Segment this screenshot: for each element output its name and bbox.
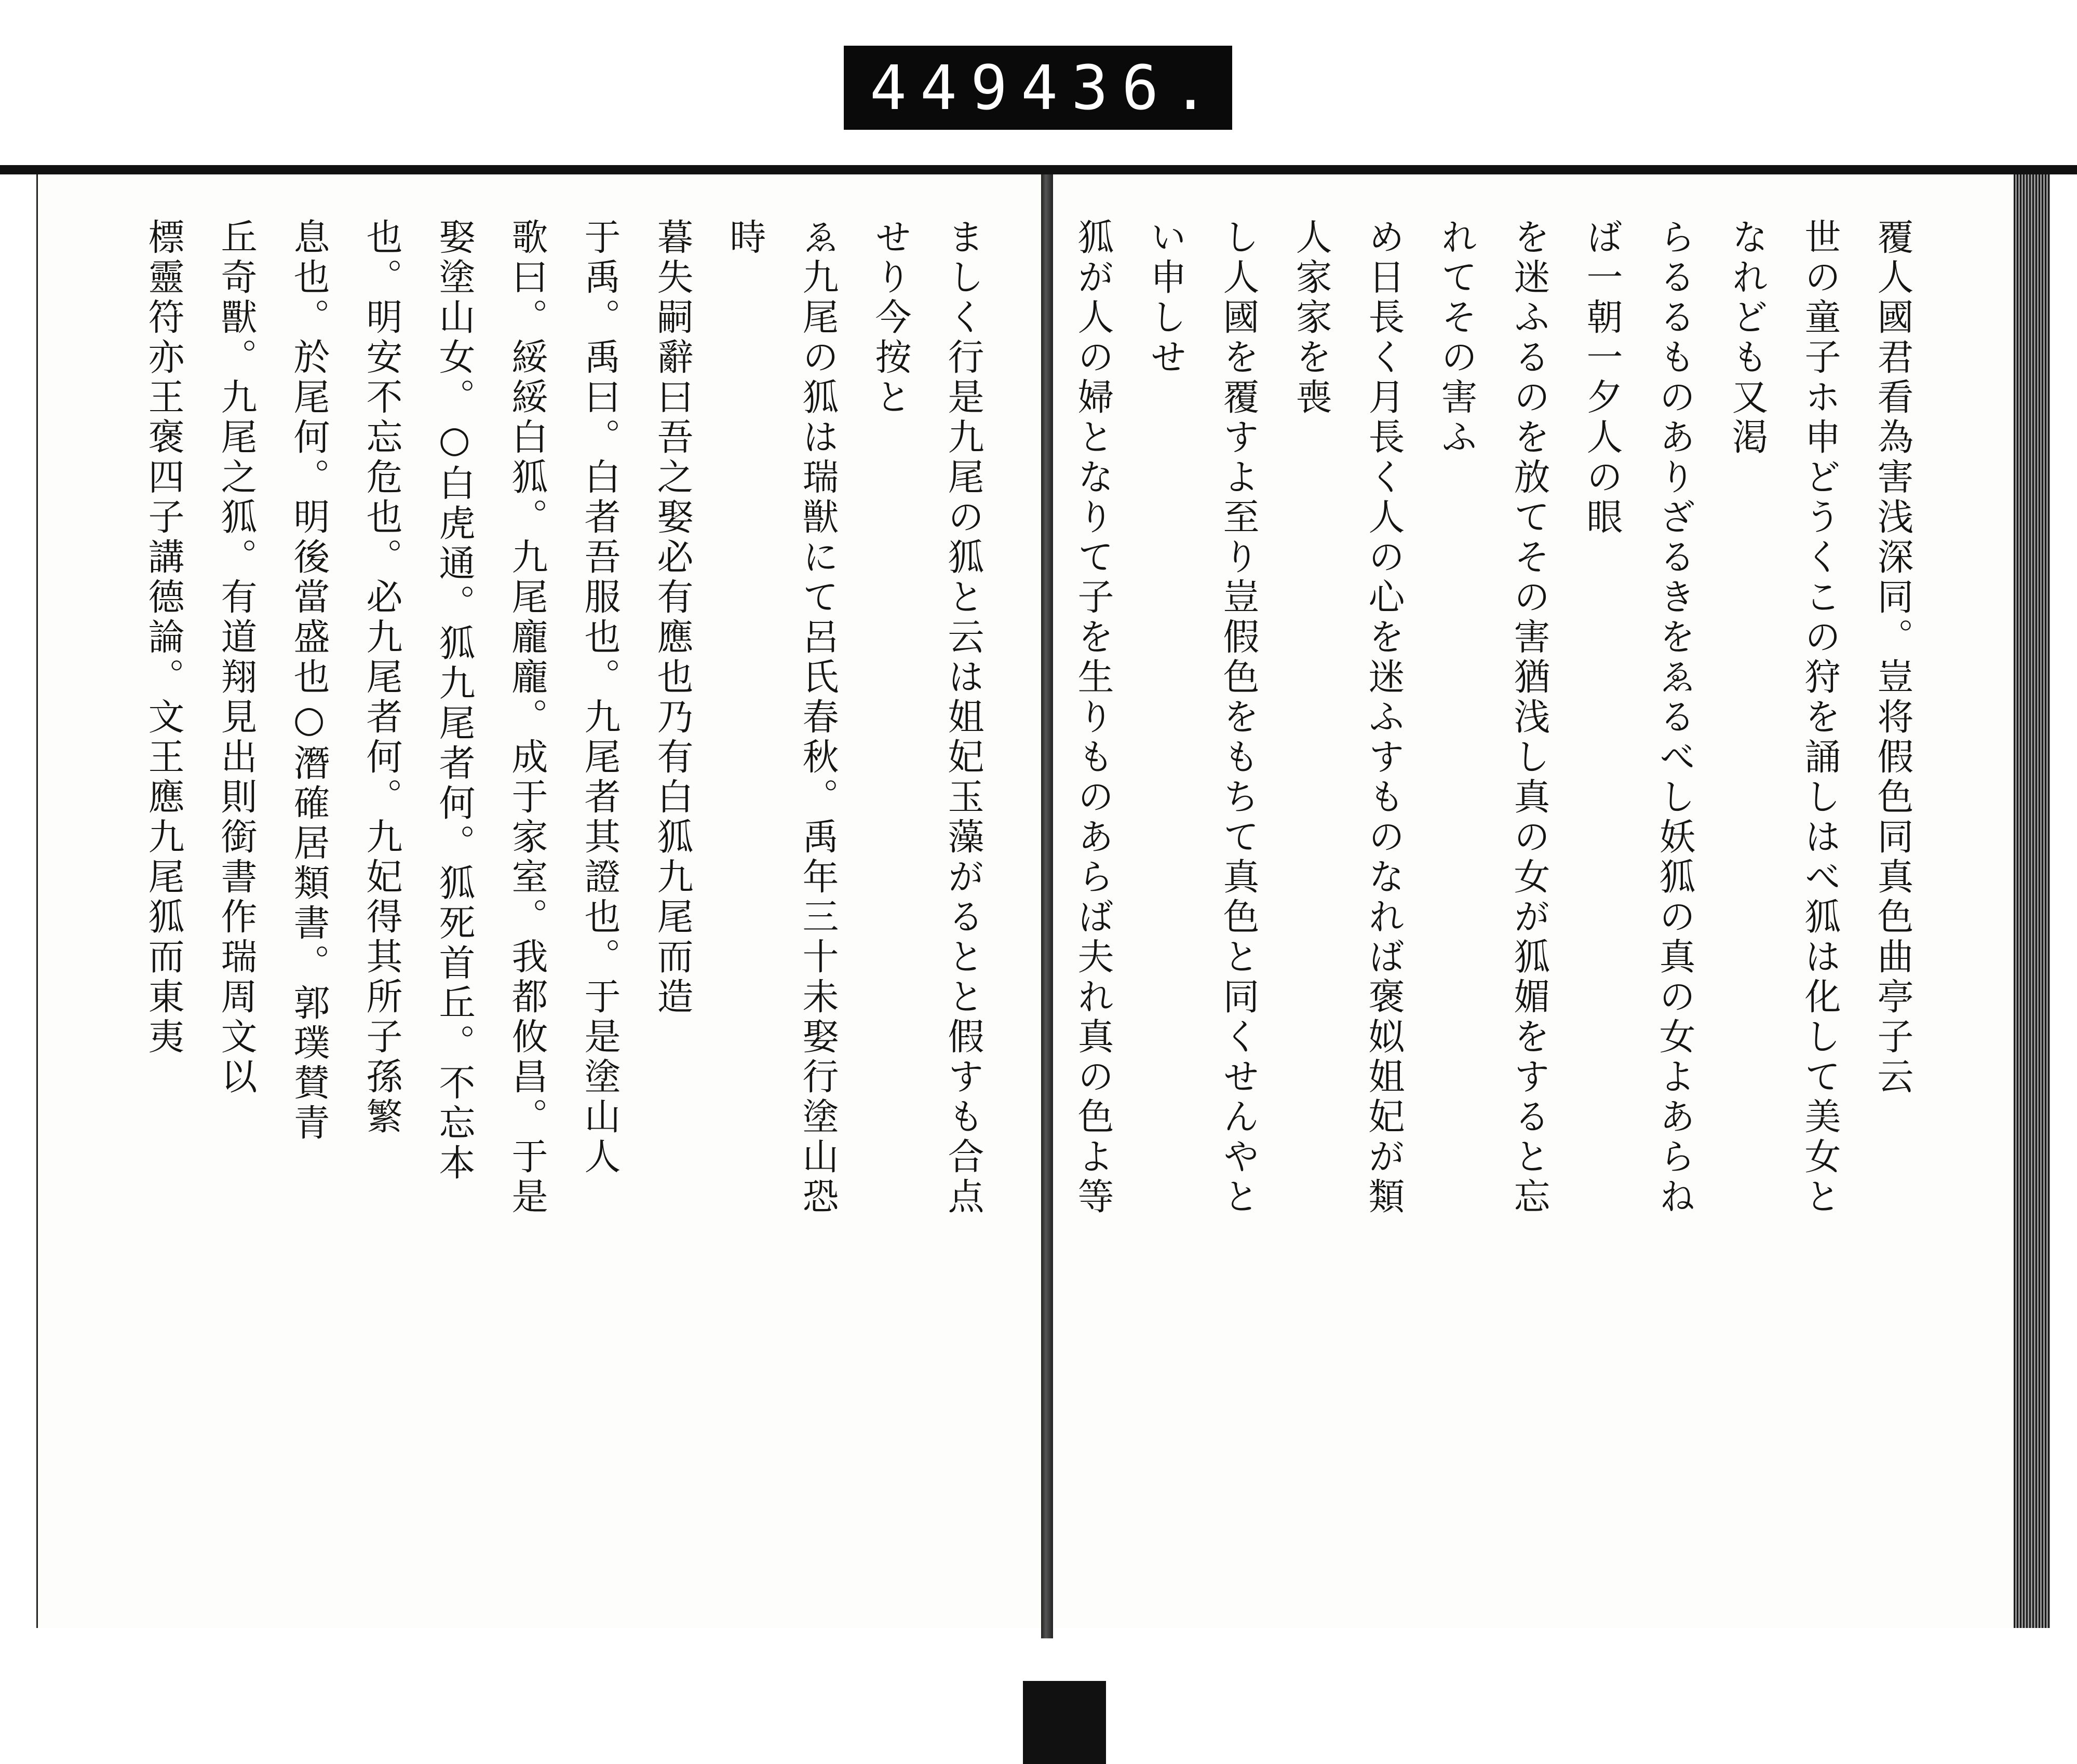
- text-column: 息也。於尾何。明後當盛也○潛確居類書。郭璞賛青: [288, 218, 330, 1144]
- text-column: 暮失嗣辭曰吾之娶必有應也乃有白狐九尾而造: [651, 218, 694, 1017]
- text-column: を迷ふるのを放てその害猶浅し真の女が狐媚をすると忘れてその害ふ: [1435, 218, 1550, 1217]
- text-column: 于禹。禹曰。白者吾服也。九尾者其證也。于是塗山人: [578, 218, 621, 1177]
- page-number-plate: [844, 46, 1232, 130]
- left-page-number: 449: [870, 52, 1021, 124]
- text-column: し人國を覆すよ至り豈假色をもちて真色と同くせんやとい申しせ: [1144, 218, 1260, 1217]
- text-column: 娶塗山女。○白虎通。狐九尾者何。狐死首丘。不忘本: [433, 218, 476, 1184]
- spine-tab: [1023, 1681, 1106, 1764]
- text-column: [117, 218, 127, 1256]
- text-column: 歌曰。綏綏白狐。九尾龐龐。成于家室。我都攸昌。于是: [506, 218, 548, 1217]
- text-column: らるるものありざるきをゑるべし妖狐の真の女よあらねば一朝一夕人の眼: [1581, 218, 1696, 1217]
- text-column: 覆人國君看為害浅深同。豈将假色同真色曲亭子云: [1871, 218, 1914, 1097]
- text-column: め日長く月長く人の心を迷ふすものなれば褒姒姐妃が類人家家を喪: [1290, 218, 1405, 1217]
- text-column: 狐が人の婦となりて子を生りものあらば夫れ真の色よ等: [1072, 218, 1114, 1217]
- fore-edge: [2014, 174, 2050, 1628]
- top-rule: [0, 165, 2077, 174]
- text-column: ましく行是九尾の狐と云は姐妃玉藻がるとと假すも合点せり今按と: [869, 218, 984, 1217]
- left-page-text: [117, 218, 1000, 1256]
- text-column: 世の童子ホ申どうくこの狩を誦しはべ狐は化して美女となれども又渇: [1726, 218, 1841, 1217]
- text-column: ゑ九尾の狐は瑞獣にて呂氏春秋。禹年三十未娶行塗山恐時: [724, 218, 839, 1217]
- right-page-text: [1046, 218, 1929, 1256]
- right-page-number: 436.: [1021, 52, 1223, 124]
- text-column: 標靈符亦王褒四子講德論。文王應九尾狐而東夷: [142, 218, 185, 1057]
- text-column: 也。明安不忘危也。必九尾者何。九妃得其所子孫繁: [360, 218, 403, 1137]
- text-column: 丘奇獸。九尾之狐。有道翔見出則銜書作瑞周文以: [215, 218, 258, 1097]
